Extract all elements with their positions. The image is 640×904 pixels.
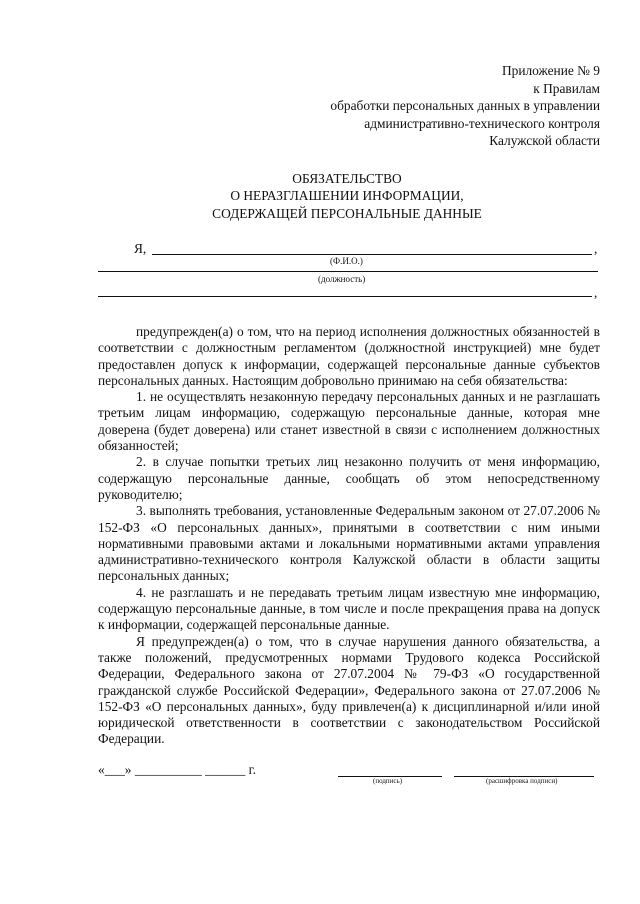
- title-line-1: ОБЯЗАТЕЛЬСТВО: [292, 170, 402, 186]
- document-body: [98, 324, 600, 748]
- fio-row: [98, 239, 600, 266]
- paragraph-liability: Я предупрежден(а) о том, что в случае нарушения данного обязательства, а также положений, предусмотренных нормами Трудового кодекса Российской Федерации, Федерального закона от 27.07.2004 № 79-ФЗ «О государственной гражданской службе Российской Федерации», Федерального закона от 27.07.2006 № 152-ФЗ «О персональных данных», буду привлечен(а) к дисциплинарной и/или иной юридической ответственности в соответствии с законодательством Российской Федерации.: [98, 633, 600, 747]
- title-line-2: О НЕРАЗГЛАШЕНИИ ИНФОРМАЦИИ,: [230, 188, 464, 203]
- signature-caption: (подпись): [373, 777, 403, 785]
- position-caption: (должность): [318, 274, 366, 284]
- signature-footer: [98, 762, 600, 792]
- document-title: [98, 170, 600, 223]
- appendix-line-5: Калужской области: [489, 133, 600, 148]
- fio-comma: ,: [594, 241, 598, 256]
- title-line-3: СОДЕРЖАЩЕЙ ПЕРСОНАЛЬНЫЕ ДАННЫЕ: [212, 205, 482, 221]
- paragraph-item-1: 1. не осуществлять незаконную передачу персональных данных и не разглашать третьим лицам информацию, содержащую персональные данные, которая мне доверена (будет доверена) или станет известной в связи с исполнением должностных обязанностей;: [98, 389, 600, 454]
- position-line[interactable]: [98, 271, 598, 272]
- position-row: [98, 263, 600, 285]
- fio-line[interactable]: [152, 254, 592, 255]
- appendix-line-3: обработки персональных данных в управлении: [330, 98, 600, 113]
- paragraph-item-4: 4. не разглашать и не передавать третьим лицам известную мне информацию, содержащую персональные данные, в том числе и после прекращения права на допуск к информации, содержащей персональные данные.: [98, 584, 600, 633]
- blank-comma: ,: [594, 285, 598, 300]
- paragraph-item-3: 3. выполнять требования, установленные Федеральным законом от 27.07.2006 № 152-ФЗ «О персональных данных», принятыми в соответствии с ним иными нормативными правовыми актами и локальными нормативными актами управления административно-технического контроля Калужской области в области защиты персональных данных;: [98, 503, 600, 584]
- appendix-line-4: административно-технического контроля: [364, 115, 600, 131]
- appendix-header: [98, 62, 600, 150]
- appendix-line-2: к Правилам: [533, 80, 600, 96]
- paragraph-item-2: 2. в случае попытки третьих лиц незаконно получить от меня информацию, содержащую персональные данные, сообщать об этом непосредственному руководителю;: [98, 454, 600, 502]
- appendix-line-1: Приложение № 9: [501, 63, 600, 78]
- i-label: Я,: [134, 241, 147, 256]
- paragraph-intro: предупрежден(а) о том, что на период исполнения должностных обязанностей в соответствии с должностным регламентом (должностной инструкцией) мне будет предоставлен допуск к информации, содержащей персональные данные субъектов персональных данных. Настоящим добровольно принимаю на себя обязательства:: [98, 324, 600, 388]
- blank-row: [98, 287, 600, 307]
- date-template: «___» __________ ______ г.: [98, 762, 256, 777]
- decoding-caption: (расшифровка подписи): [486, 777, 558, 785]
- fio-caption: (Ф.И.О.): [330, 256, 363, 266]
- blank-line[interactable]: [98, 296, 592, 297]
